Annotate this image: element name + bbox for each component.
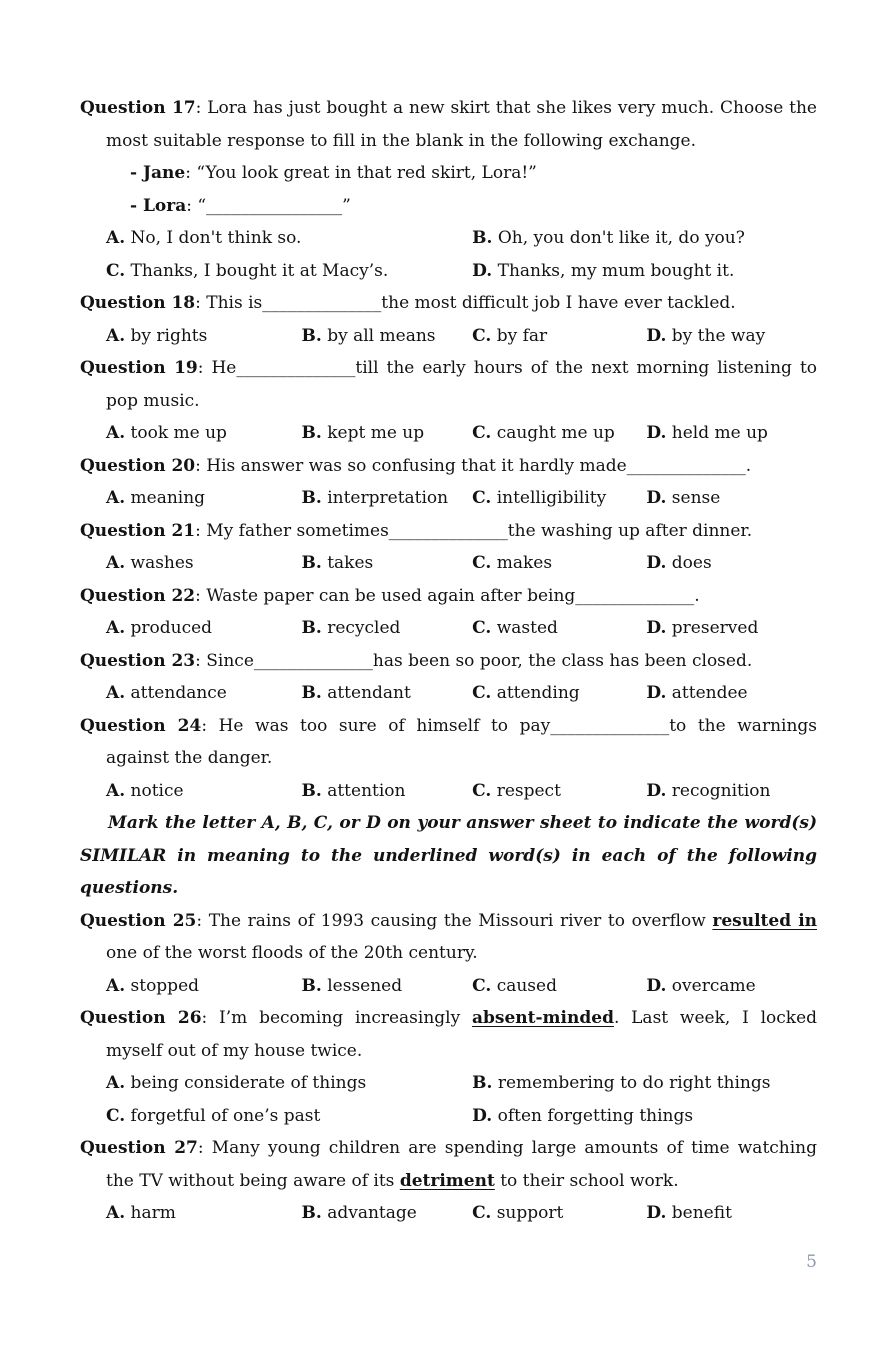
underlined-term: absent-minded bbox=[472, 1008, 614, 1028]
option-d: D. does bbox=[646, 553, 712, 573]
question-label: Question 24 bbox=[80, 715, 202, 736]
question-label: Question 27 bbox=[80, 1138, 198, 1158]
text-segment: : Since______________has been so poor, the class has been closed. bbox=[195, 650, 753, 671]
option-a: A. stopped bbox=[106, 975, 200, 996]
option-letter: D. bbox=[646, 780, 667, 801]
option-letter: B. bbox=[301, 325, 322, 346]
question-block bbox=[80, 710, 817, 808]
option-letter: C. bbox=[472, 780, 492, 801]
options-grid bbox=[106, 775, 817, 808]
option-c: C. intelligibility bbox=[472, 488, 607, 508]
option-letter: A. bbox=[106, 618, 126, 638]
text-segment: - Lora bbox=[130, 195, 187, 216]
option-c: C. Thanks, I bought it at Macy’s. bbox=[106, 260, 389, 281]
option-b: B. lessened bbox=[301, 975, 403, 996]
question-stem bbox=[80, 515, 817, 548]
question-label: Question 19 bbox=[80, 358, 198, 378]
option-letter: D. bbox=[646, 488, 667, 508]
text-segment: : The rains of 1993 causing the Missouri river to overflow bbox=[196, 910, 713, 931]
options-grid bbox=[106, 222, 817, 287]
option-d: D. preserved bbox=[646, 618, 759, 638]
option-d: D. Thanks, my mum bought it. bbox=[472, 260, 735, 281]
option-a: A. notice bbox=[106, 780, 184, 801]
question-label: Question 22 bbox=[80, 585, 196, 606]
text-segment: one of the worst floods of the 20th century. bbox=[106, 943, 478, 963]
option-a: A. being considerate of things bbox=[106, 1073, 367, 1093]
underlined-term: resulted in bbox=[712, 910, 818, 931]
text-segment: : I’m becoming increasingly bbox=[201, 1008, 472, 1028]
options-grid bbox=[106, 1197, 817, 1230]
page-number: 5 bbox=[806, 1252, 817, 1272]
option-a: A. washes bbox=[106, 553, 194, 573]
option-letter: A. bbox=[106, 1073, 126, 1093]
option-d: D. often forgetting things bbox=[472, 1105, 694, 1126]
option-letter: C. bbox=[472, 1203, 492, 1223]
option-a: A. took me up bbox=[106, 423, 227, 443]
options-grid bbox=[106, 677, 817, 710]
question-stem bbox=[80, 287, 817, 320]
option-b: B. Oh, you don't like it, do you? bbox=[472, 228, 745, 248]
question-stem bbox=[80, 905, 817, 970]
question-label: Question 25 bbox=[80, 910, 197, 931]
option-letter: B. bbox=[301, 423, 322, 443]
option-c: C. support bbox=[472, 1203, 564, 1223]
options-grid bbox=[106, 612, 817, 645]
dialogue-line bbox=[130, 157, 817, 190]
options-grid bbox=[106, 482, 817, 515]
question-stem bbox=[80, 352, 817, 417]
option-letter: A. bbox=[106, 423, 126, 443]
question-stem bbox=[80, 645, 817, 678]
option-letter: D. bbox=[472, 1105, 493, 1126]
option-a: A. by rights bbox=[106, 325, 208, 346]
text-segment: : “________________” bbox=[186, 195, 351, 216]
option-letter: A. bbox=[106, 488, 126, 508]
option-b: B. kept me up bbox=[301, 423, 425, 443]
question-label: Question 23 bbox=[80, 650, 196, 671]
option-c: C. caught me up bbox=[472, 423, 615, 443]
question-stem bbox=[80, 450, 817, 483]
question-block bbox=[80, 580, 817, 645]
option-c: C. makes bbox=[472, 553, 553, 573]
option-letter: A. bbox=[106, 683, 126, 703]
option-d: D. held me up bbox=[646, 423, 768, 443]
option-a: A. No, I don't think so. bbox=[106, 228, 302, 248]
option-b: B. interpretation bbox=[301, 488, 449, 508]
text-segment: : My father sometimes______________the washing up after dinner. bbox=[195, 520, 753, 541]
option-letter: C. bbox=[472, 325, 492, 346]
option-b: B. by all means bbox=[301, 325, 436, 346]
question-stem bbox=[80, 1002, 817, 1067]
option-letter: D. bbox=[646, 1203, 667, 1223]
underlined-term: detriment bbox=[399, 1170, 495, 1191]
text-segment: : Waste paper can be used again after being______________. bbox=[195, 585, 700, 606]
question-stem bbox=[80, 92, 817, 157]
text-segment: : Many young children are spending large amounts of time watching the TV without being aware of its bbox=[106, 1138, 818, 1191]
question-block bbox=[80, 92, 817, 287]
text-segment: : He______________till the early hours of the next morning listening to pop music. bbox=[106, 358, 818, 411]
question-block bbox=[80, 1002, 817, 1132]
option-letter: C. bbox=[106, 260, 126, 281]
option-c: C. caused bbox=[472, 975, 557, 996]
options-grid bbox=[106, 320, 817, 353]
option-d: D. recognition bbox=[646, 780, 771, 801]
option-letter: A. bbox=[106, 975, 126, 996]
question-block bbox=[80, 515, 817, 580]
option-letter: C. bbox=[472, 488, 492, 508]
question-stem bbox=[80, 580, 817, 613]
question-block bbox=[80, 287, 817, 352]
option-letter: B. bbox=[472, 228, 493, 248]
option-c: C. forgetful of one’s past bbox=[106, 1105, 321, 1126]
option-letter: B. bbox=[301, 553, 322, 573]
option-letter: A. bbox=[106, 325, 126, 346]
option-letter: C. bbox=[472, 553, 492, 573]
option-letter: D. bbox=[646, 683, 667, 703]
option-letter: C. bbox=[472, 618, 492, 638]
option-b: B. attention bbox=[301, 780, 406, 801]
option-letter: D. bbox=[646, 423, 667, 443]
option-letter: A. bbox=[106, 1203, 126, 1223]
question-block bbox=[80, 1132, 817, 1230]
text-segment: to their school work. bbox=[494, 1170, 679, 1191]
option-letter: A. bbox=[106, 780, 126, 801]
question-block bbox=[80, 645, 817, 710]
text-segment: : This is______________the most difficult job I have ever tackled. bbox=[195, 293, 736, 313]
option-letter: D. bbox=[646, 553, 667, 573]
question-label: Question 18 bbox=[80, 293, 196, 313]
option-letter: B. bbox=[472, 1073, 493, 1093]
section-instruction bbox=[80, 807, 817, 905]
option-d: D. attendee bbox=[646, 683, 748, 703]
option-letter: D. bbox=[472, 260, 493, 281]
option-letter: C. bbox=[472, 975, 492, 996]
options-grid bbox=[106, 970, 817, 1003]
question-label: Question 17 bbox=[80, 98, 196, 118]
question-block bbox=[80, 352, 817, 450]
question-label: Question 20 bbox=[80, 455, 196, 476]
option-letter: B. bbox=[301, 975, 322, 996]
option-a: A. harm bbox=[106, 1203, 176, 1223]
text-segment: : Lora has just bought a new skirt that she likes very much. Choose the most suitable response to fill in the blank in the following exchange. bbox=[106, 98, 817, 151]
option-d: D. benefit bbox=[646, 1203, 732, 1223]
option-letter: A. bbox=[106, 553, 126, 573]
option-d: D. sense bbox=[646, 488, 721, 508]
question-stem bbox=[80, 1132, 817, 1197]
option-a: A. attendance bbox=[106, 683, 227, 703]
option-b: B. attendant bbox=[301, 683, 411, 703]
option-letter: C. bbox=[472, 423, 492, 443]
dialogue-line bbox=[130, 190, 817, 223]
option-d: D. overcame bbox=[646, 975, 756, 996]
option-letter: B. bbox=[301, 780, 322, 801]
text-segment: : “You look great in that red skirt, Lora!” bbox=[185, 163, 537, 183]
option-letter: C. bbox=[106, 1105, 126, 1126]
text-segment: : His answer was so confusing that it hardly made______________. bbox=[195, 455, 752, 476]
options-grid bbox=[106, 417, 817, 450]
option-a: A. produced bbox=[106, 618, 213, 638]
option-letter: C. bbox=[472, 683, 492, 703]
option-letter: B. bbox=[301, 488, 322, 508]
text-segment: - Jane bbox=[130, 163, 186, 183]
option-letter: B. bbox=[301, 618, 322, 638]
option-b: B. remembering to do right things bbox=[472, 1073, 771, 1093]
option-c: C. respect bbox=[472, 780, 561, 801]
text-segment: Mark the letter A, B, C, or D on your answer sheet to indicate the word(s) SIMILAR in meaning to the underlined word(s) in each of the following questions. bbox=[80, 813, 817, 898]
options-grid bbox=[106, 547, 817, 580]
option-b: B. advantage bbox=[301, 1203, 417, 1223]
question-block bbox=[80, 450, 817, 515]
option-a: A. meaning bbox=[106, 488, 206, 508]
question-label: Question 21 bbox=[80, 520, 196, 541]
text-segment: . Last week, I locked myself out of my house twice. bbox=[106, 1008, 818, 1061]
option-letter: B. bbox=[301, 683, 322, 703]
option-c: C. wasted bbox=[472, 618, 558, 638]
options-grid bbox=[106, 1067, 817, 1132]
question-label: Question 26 bbox=[80, 1008, 202, 1028]
option-b: B. recycled bbox=[301, 618, 401, 638]
text-segment: : He was too sure of himself to pay______________to the warnings against the danger. bbox=[106, 715, 818, 768]
option-c: C. attending bbox=[472, 683, 580, 703]
question-block bbox=[80, 905, 817, 1003]
question-stem bbox=[80, 710, 817, 775]
option-letter: D. bbox=[646, 975, 667, 996]
option-letter: A. bbox=[106, 228, 126, 248]
option-letter: D. bbox=[646, 325, 667, 346]
option-d: D. by the way bbox=[646, 325, 766, 346]
option-letter: B. bbox=[301, 1203, 322, 1223]
questions-container bbox=[80, 92, 817, 1230]
option-b: B. takes bbox=[301, 553, 374, 573]
option-letter: D. bbox=[646, 618, 667, 638]
option-c: C. by far bbox=[472, 325, 548, 346]
